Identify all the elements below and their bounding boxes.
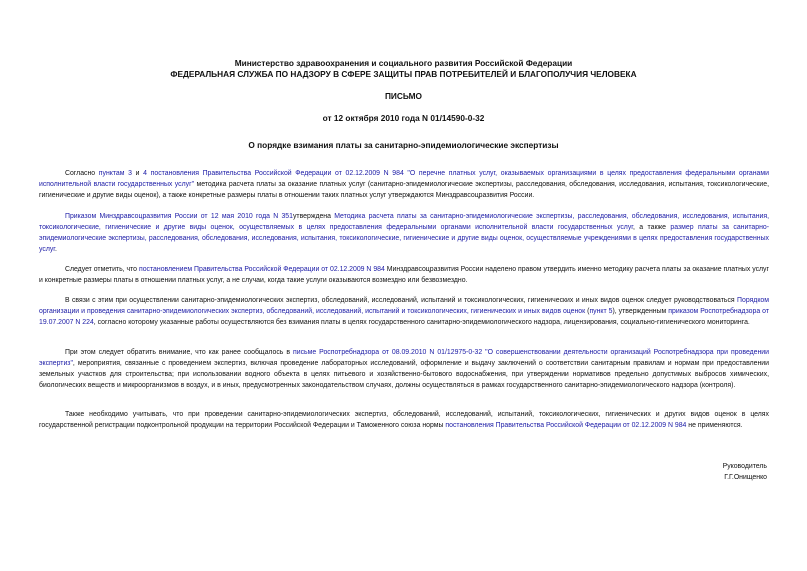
service-title: ФЕДЕРАЛЬНАЯ СЛУЖБА ПО НАДЗОРУ В СФЕРЕ ЗАЩИТЫ ПРАВ ПОТРЕБИТЕЛЕЙ И БЛАГОПОЛУЧИЯ ЧЕЛОВЕКА (170, 69, 637, 79)
link-resolution-984-list[interactable]: 4 постановления Правительства Российской Федерации от 02.12.2009 N 984 "О перечне платных услуг, оказываемых организациями в целях предоставления федеральными органами исполнительной власти государственных услуг" (39, 170, 769, 188)
paragraph-1 (39, 168, 769, 201)
paragraph-5 (39, 347, 769, 391)
p2-text-1: утверждена (292, 213, 331, 220)
link-point-5[interactable]: пункт 5 (589, 308, 613, 315)
paragraph-6 (39, 409, 769, 431)
p4-text-3: ), утвержденным (612, 308, 667, 315)
signature-name: Г.Г.Онищенко (724, 474, 767, 481)
link-order-224[interactable]: приказом Роспотребнадзора от 19.07.2007 N 224 (39, 308, 769, 326)
ministry-title: Министерство здравоохранения и социального развития Российской Федерации (234, 58, 573, 68)
p6-text-2: не применяются. (686, 422, 743, 429)
doc-date-number: от 12 октября 2010 года N 01/14590-0-32 (322, 113, 485, 123)
doc-type: ПИСЬМО (384, 91, 423, 101)
link-fee-size[interactable]: размер платы за санитарно-эпидемиологические экспертизы, расследования, обследования, исследования, испытания, токсикологические, гигиенические и другие виды оценок, осуществляемые учреждениями в целях предоставления государственных услуг (39, 224, 769, 253)
p4-text-4: , согласно которому указанные работы осуществляются без взимания платы в целях государственного санитарно-эпидемиологического надзора, лицензирования, социально-гигиенического мониторинга. (93, 319, 750, 326)
paragraph-2 (39, 211, 769, 255)
link-order-351[interactable]: Приказом Минздравсоцразвития России от 12 мая 2010 года N 351 (65, 213, 293, 220)
link-letter-12975[interactable]: письме Роспотребнадзора от 08.09.2010 N 01/12975-0-32 "О совершенствовании деятельности организаций Роспотребнадзора при проведении экспертиз" (39, 349, 769, 367)
p2-text-2: , а также (632, 224, 666, 231)
link-resolution-984-final[interactable]: постановления Правительства Российской Федерации от 02.12.2009 N 984 (445, 422, 687, 429)
link-points-3[interactable]: пунктам 3 (98, 170, 132, 177)
p3-text-2: Минздравсоцразвития России наделено правом утвердить именно методику расчета платы за оказание платных услуг и конкретные размеры платы в отношении платных услуг, а не случаи, когда такие услуги оказываются возмездно или безвозмездно. (39, 266, 770, 284)
p5-text-2: , мероприятия, связанные с проведением экспертиз, включая проведение лабораторных исследований, оформление и выдачу заключений о соответствии санитарным правилам и нормам при предоставлении земельных участков для строительства; при использовании водного объекта в целях питьевого и хозяйственно-бытового водоснабжения, при утверждении нормативов предельно допустимых выбросов химических, биологических веществ и микроорганизмов в воздух, и в иных, предусмотренных законодательством случаях, должны осуществляться в рамках государственного санитарно-эпидемиологического надзора (контроля). (39, 360, 769, 389)
p5-text-1: При этом следует обратить внимание, что как ранее сообщалось в (65, 349, 291, 356)
link-procedure[interactable]: Порядком организации и проведения санитарно-эпидемиологических экспертиз, обследований, исследований, испытаний и токсикологических, гигиенических и иных видов оценок (39, 297, 769, 315)
p1-text-2: и (131, 170, 140, 177)
p2-text-3: . (54, 246, 57, 253)
paragraph-4 (39, 295, 769, 328)
p1-text-1: Согласно (65, 170, 96, 177)
link-resolution-984[interactable]: постановлением Правительства Российской Федерации от 02.12.2009 N 984 (138, 266, 385, 273)
p1-text-3: методика расчета платы за оказание платных услуг (санитарно-эпидемиологические экспертизы, расследования, обследования, исследования, испытания, токсикологические, гигиенические и другие виды оценок), а также конкретные размеры платы в отношении таких платных услуг утверждаются Минздравсоцразвития России. (39, 181, 770, 199)
p6-text-1: Также необходимо учитывать, что при проведении санитарно-эпидемиологических экспертиз, обследований, исследований, испытаний, токсикологических, гигиенических и других видов оценок в целях государственной регистрации подконтрольной продукции на территории Российской Федерации и Таможенного союза нормы (39, 411, 769, 429)
link-methodology[interactable]: Методика расчета платы за санитарно-эпидемиологические экспертизы, расследования, обследования, исследования, испытания, токсикологические, гигиенические и другие виды оценок, осуществляемых в целях предоставления федеральными органами исполнительной власти государственных услуг (39, 213, 769, 231)
signature-position: Руководитель (722, 463, 767, 470)
p4-text-1: В связи с этим при осуществлении санитарно-эпидемиологических экспертиз, обследований, исследований, испытаний и токсикологических, гигиенических и иных видов оценок следует руководствоваться (65, 297, 735, 304)
p3-text-1: Следует отметить, что (65, 266, 138, 273)
doc-subject: О порядке взимания платы за санитарно-эпидемиологические экспертизы (248, 140, 559, 150)
paragraph-3 (39, 264, 769, 286)
p4-text-2: ( (585, 308, 590, 315)
